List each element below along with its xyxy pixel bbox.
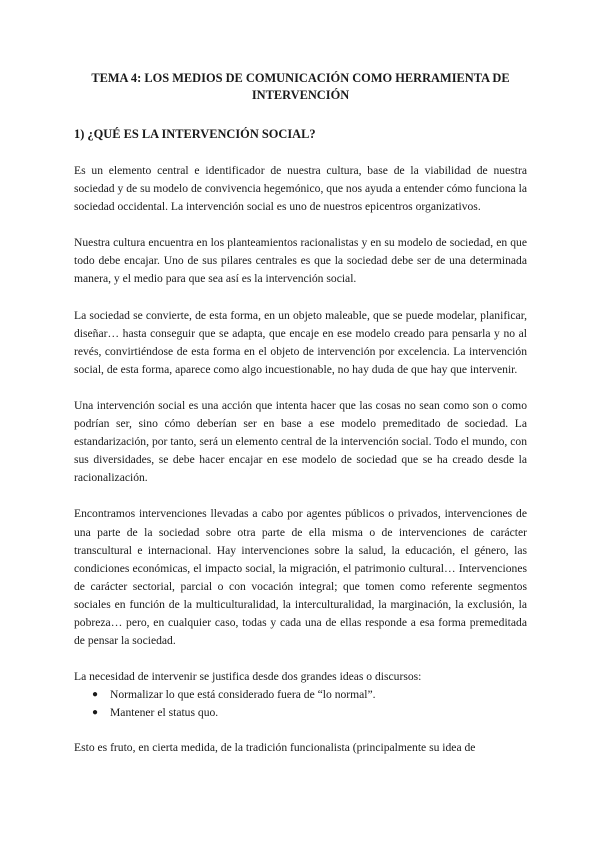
bullet-list — [74, 686, 527, 722]
list-item — [92, 686, 527, 704]
bullet-icon: ● — [92, 707, 99, 719]
paragraph-1: Es un elemento central e identificador de nuestra cultura, base de la viabilidad de nuestra sociedad y de su modelo de convivencia hegemónico, que nos ayuda a entender cómo funciona la sociedad occidental. La intervención social es uno de nuestros epicentros organizativos. — [74, 164, 527, 214]
final-paragraph: Esto es fruto, en cierta medida, de la tradición funcionalista (principalmente su idea de — [74, 741, 476, 755]
paragraph-3: La sociedad se convierte, de esta forma, en un objeto maleable, que se puede modelar, planificar, diseñar… hasta conseguir que se adapta, que encaje en ese modelo creado para pensarla y no al revés, convirtiéndose de esta forma en el objeto de intervención por excelencia. La intervención social, de esta forma, aparece como algo incuestionable, no hay duda de que hay que intervenir. — [74, 308, 527, 376]
paragraph-5: Encontramos intervenciones llevadas a cabo por agentes públicos o privados, intervenciones de una parte de la sociedad sobre otra parte de ella misma o de intervenciones de carácter transcultural e internacional. Hay intervenciones sobre la salud, la educación, el género, las condiciones económicas, el impacto social, la migración, el patrimonio cultural… Intervenciones de carácter sectorial, parcial o con vocación integral; que tomen como referente segmentos sociales en función de la multiculturalidad, la interculturalidad, la marginación, la exclusión, la pobreza… pero, en cualquier caso, todas y cada una de ellas responde a esa forma premeditada de pensar la sociedad. — [74, 507, 527, 648]
bullet-text: Normalizar lo que está considerado fuera de “lo normal”. — [110, 688, 376, 702]
section-heading: 1) ¿QUÉ ES LA INTERVENCIÓN SOCIAL? — [74, 127, 316, 141]
document-title: TEMA 4: LOS MEDIOS DE COMUNICACIÓN COMO HERRAMIENTA DE INTERVENCIÓN — [91, 71, 510, 102]
bullet-text: Mantener el status quo. — [110, 706, 219, 720]
document-page — [74, 70, 527, 758]
list-item — [92, 704, 527, 722]
paragraph-4: Una intervención social es una acción que intenta hacer que las cosas no sean como son o como podrían ser, sino cómo deberían ser en base a ese modelo premeditado de sociedad. La estandarización, por tanto, será un elemento central de la intervención social. Todo el mundo, con sus diversidades, se debe hacer encajar en ese modelo de sociedad que se ha creado desde la racionalización. — [74, 398, 527, 485]
paragraph-6: La necesidad de intervenir se justifica desde dos grandes ideas o discursos: — [74, 670, 422, 684]
paragraph-2: Nuestra cultura encuentra en los planteamientos racionalistas y en su modelo de sociedad, en que todo debe encajar. Uno de sus pilares centrales es que la sociedad debe ser de una determinada manera, y el medio para que sea así es la intervención social. — [74, 236, 527, 286]
bullet-icon: ● — [92, 689, 99, 701]
